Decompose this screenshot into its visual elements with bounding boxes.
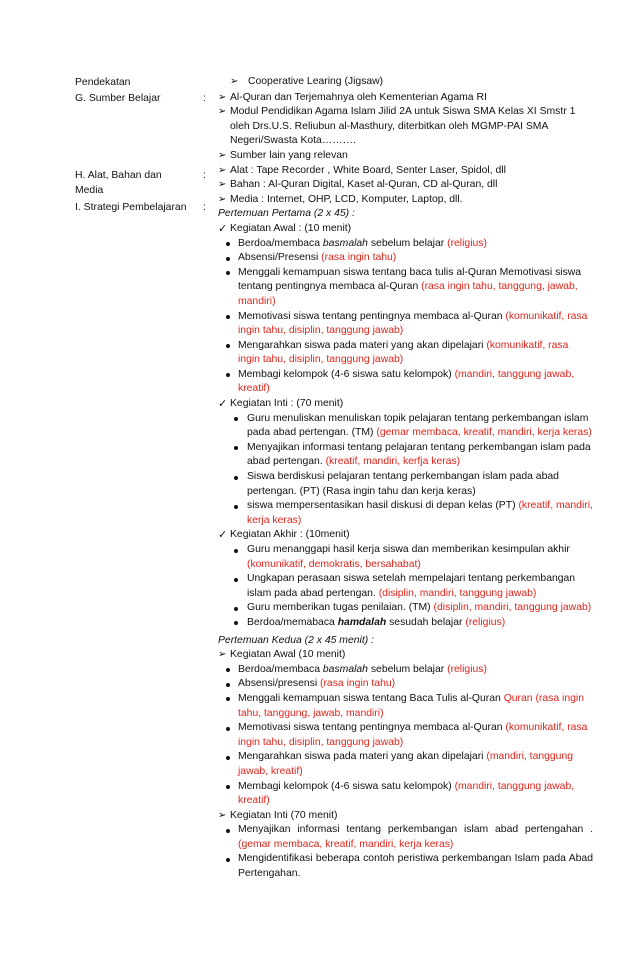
list-item [218,616,593,631]
dot-bullet-icon [226,697,230,701]
list-item: ➢ Bahan : Al-Quran Digital, Kaset al-Quran, CD al-Quran, dll [218,178,593,193]
list-item: ➢ Alat : Tape Recorder , White Board, Senter Laser, Spidol, dll [218,164,593,179]
item-text-red: (mandiri, tanggung jawab, kreatif) [238,751,574,777]
arrow-bullet-icon: ➢ [218,193,227,205]
list-item [218,572,593,601]
list-item [218,692,593,721]
dot-bullet-icon [234,549,238,553]
dot-bullet-icon [226,858,230,862]
list-item: ➢ Modul Pendidikan Agama Islam Jilid 2A untuk Siswa SMA Kelas XI Smstr 1 oleh Drs.U.S. Reliubun al-Masthury, diterbitkan oleh MGMP-PAI SMA Negeri/Swasta Kota………. [218,106,576,147]
item-text-pre: Mengarahkan siswa pada materi yang akan dipelajari [238,751,487,763]
list-item [218,601,593,616]
list-item [218,823,593,852]
item-text-red: (komunikatif, rasa ingin tahu, disiplin, tanggung jawab) [238,722,588,748]
item-text-post: sebelum belajar [367,663,448,675]
dot-bullet-icon [226,373,230,377]
list-item [218,237,593,252]
list-item [218,721,593,750]
dot-bullet-icon [234,505,238,509]
label-sumber-belajar: G. Sumber Belajar [75,93,161,104]
dot-bullet-icon [226,683,230,687]
dot-bullet-icon [234,578,238,582]
list-p2-awal [218,663,593,809]
item-text-post: sesudah belajar [386,616,466,628]
item-text-red: (komunikatif, demokratis, bersahabat) [247,558,421,570]
item-text-pre: Berdoa/membaca [238,663,323,675]
item-text-pre: Menggali kemampuan siswa tentang baca tulis al-Quran Memotivasi siswa tentang pentingnya membaca al-Quran [238,266,582,293]
item-text-pre: siswa mempersentasikan hasil diskusi di depan kelas (PT) [247,500,519,512]
item-text-red: (religius) [447,237,487,249]
list-item [218,266,593,310]
list-item [218,470,593,499]
subsection-heading: ✓ Kegiatan Inti : (70 menit) [218,398,344,411]
item-text-red: (religius) [447,663,487,675]
list-item: ➢ Media : Internet, OHP, LCD, Komputer, Laptop, dll. [218,193,593,208]
dot-bullet-icon [226,727,230,731]
label-strategi: I. Strategi Pembelajaran [75,202,187,213]
list-p1-awal [218,237,593,398]
arrow-bullet-icon: ➢ [218,809,227,821]
item-text-pre: Guru memberikan tugas penilaian. (TM) [247,602,434,614]
check-bullet-icon: ✓ [218,529,228,542]
dot-bullet-icon [226,242,230,246]
colon-alat: : [203,170,206,181]
item-text-pre: Membagi kelompok (4-6 siswa satu kelompok) [238,368,455,380]
subsection-heading: ✓ Kegiatan Akhir : (10menit) [218,529,350,542]
item-text-red: (gemar membaca, kreatif, mandiri, kerja keras) [238,838,454,850]
item-text-pre: Absensi/presensi [238,678,321,690]
check-bullet-icon: ✓ [218,222,228,235]
section-title-pertemuan-1: Pertemuan Pertama (2 x 45) : [218,208,355,220]
dot-bullet-icon [234,607,238,611]
arrow-bullet-icon: ➢ [218,179,227,191]
arrow-bullet-icon: ➢ [230,76,239,87]
dot-bullet-icon [234,621,238,625]
item-text-red: (rasa ingin tahu, tanggung, jawab, mandiri) [238,281,578,307]
list-item [218,310,593,339]
list-item [218,543,593,572]
list-item [218,780,593,809]
list-item [218,852,593,881]
content-column [218,75,593,882]
dot-bullet-icon [234,476,238,480]
item-text-pre: Menggali kemampuan siswa tentang Baca Tulis al-Quran [238,692,504,704]
label-alat-1: H. Alat, Bahan dan [75,170,162,181]
list-p2-inti [218,823,593,881]
colon-strategi: : [203,202,206,213]
item-text-red: (komunikatif, rasa ingin tahu, disiplin, tanggung jawab) [238,339,569,366]
item-text-red: (kreatif, mandiri, kerfja keras) [325,456,461,468]
item-text-red: (disiplin, mandiri, tanggung jawab) [433,602,592,614]
dot-bullet-icon [234,446,238,450]
list-item: ➢ Cooperative Learing (Jigsaw) [218,75,593,90]
subsection-heading: ➢ Kegiatan Inti (70 menit) [218,809,593,824]
arrow-bullet-icon: ➢ [218,149,227,161]
list-item [218,368,593,397]
list-item: ➢ Sumber lain yang relevan [218,149,593,164]
item-text-pre: Memotivasi siswa tentang pentingnya membaca al-Quran [238,310,506,322]
item-text-red: (mandiri, tanggung jawab, kreatif) [238,368,575,395]
list-item [218,750,593,779]
list-item [218,251,593,266]
item-text-pre: Membagi kelompok (4-6 siswa satu kelompok) [238,780,455,792]
item-text-pre: Guru menanggapi hasil kerja siswa dan memberikan kesimpulan akhir [247,544,570,555]
list-item [218,677,593,692]
colon-sumber: : [203,93,206,104]
item-text-pre: Absensi/Presensi [238,252,322,264]
subsection-heading: ✓ Kegiatan Awal : (10 menit) [218,222,352,235]
item-text-red: Quran (rasa ingin tahu, tanggung, jawab, mandiri) [238,692,584,719]
list-p1-inti [218,412,593,529]
item-text-em: basmalah [322,237,368,249]
dot-bullet-icon [226,271,230,275]
dot-bullet-icon [226,785,230,789]
item-text-red: (komunikatif, rasa ingin tahu, disiplin, tanggung jawab) [238,310,588,337]
list-item [218,499,593,528]
item-text-post: sebelum belajar [367,237,448,249]
item-text-pre: Siswa berdiskusi pelajaran tentang perkembangan islam pada abad pertengan. (PT) (Rasa ingin tahu dan kerja keras) [247,471,559,497]
check-bullet-icon: ✓ [218,398,228,411]
dot-bullet-icon [226,668,230,672]
list-item [218,663,593,678]
list-p1-akhir [218,543,593,631]
dot-bullet-icon [226,829,230,833]
item-text-pre: Mengidentifikasi beberapa contoh peristiwa perkembangan Islam pada Abad Pertengahan. [238,853,593,880]
item-text-bi: hamdalah [337,616,387,628]
arrow-bullet-icon: ➢ [218,649,227,661]
item-text-pre: Ungkapan perasaan siswa setelah mempelajari tentang perkembangan islam pada abad pertengan. [247,573,576,599]
label-alat-2: Media [75,185,104,196]
item-text-red: (gemar membaca, kreatif, mandiri, kerja keras) [376,427,592,439]
section-title-pertemuan-2: Pertemuan Kedua (2 x 45 menit) : [218,634,374,646]
item-text-pre: Berdoa/memabaca [247,616,338,628]
item-text-red: (mandiri, tanggung jawab, kreatif) [238,780,575,807]
dot-bullet-icon [226,344,230,348]
list-item [218,412,593,441]
item-text-pre: Menyajikan informasi tentang perkembangan islam abad pertengahan . [238,824,593,836]
dot-bullet-icon [226,756,230,760]
item-text-em: basmalah [322,663,368,675]
item-text-pre: Menyajikan informasi tentang pelajaran tentang perkembangan islam pada abad pertengan. [247,441,591,468]
dot-bullet-icon [226,257,230,261]
item-text-red: (kreatif, mandiri, kerja keras) [247,500,593,526]
item-text-pre: Memotivasi siswa tentang pentingnya membaca al-Quran [238,722,506,734]
arrow-bullet-icon: ➢ [218,106,227,118]
item-text-red: (rasa ingin tahu) [321,252,397,264]
arrow-bullet-icon: ➢ [218,164,227,176]
dot-bullet-icon [234,417,238,421]
label-pendekatan: Pendekatan [75,77,131,88]
list-item: ➢ Al-Quran dan Terjemahnya oleh Kementerian Agama RI [218,91,593,106]
item-text-red: (disiplin, mandiri, tanggung jawab) [378,587,537,599]
subsection-heading: ➢ Kegiatan Awal (10 menit) [218,648,593,663]
list-item [218,441,593,470]
arrow-bullet-icon: ➢ [218,91,227,103]
dot-bullet-icon [226,315,230,319]
item-text-red: (rasa ingin tahu) [320,678,396,690]
item-text-pre: Mengarahkan siswa pada materi yang akan dipelajari [238,339,487,351]
item-text-pre: Berdoa/membaca [238,237,323,249]
item-text-red: (religius) [465,616,506,628]
list-item [218,339,593,368]
item-text-pre: Guru menuliskan menuliskan topik pelajaran tentang perkembangan islam pada abad pertengan. (TM) [247,412,589,439]
